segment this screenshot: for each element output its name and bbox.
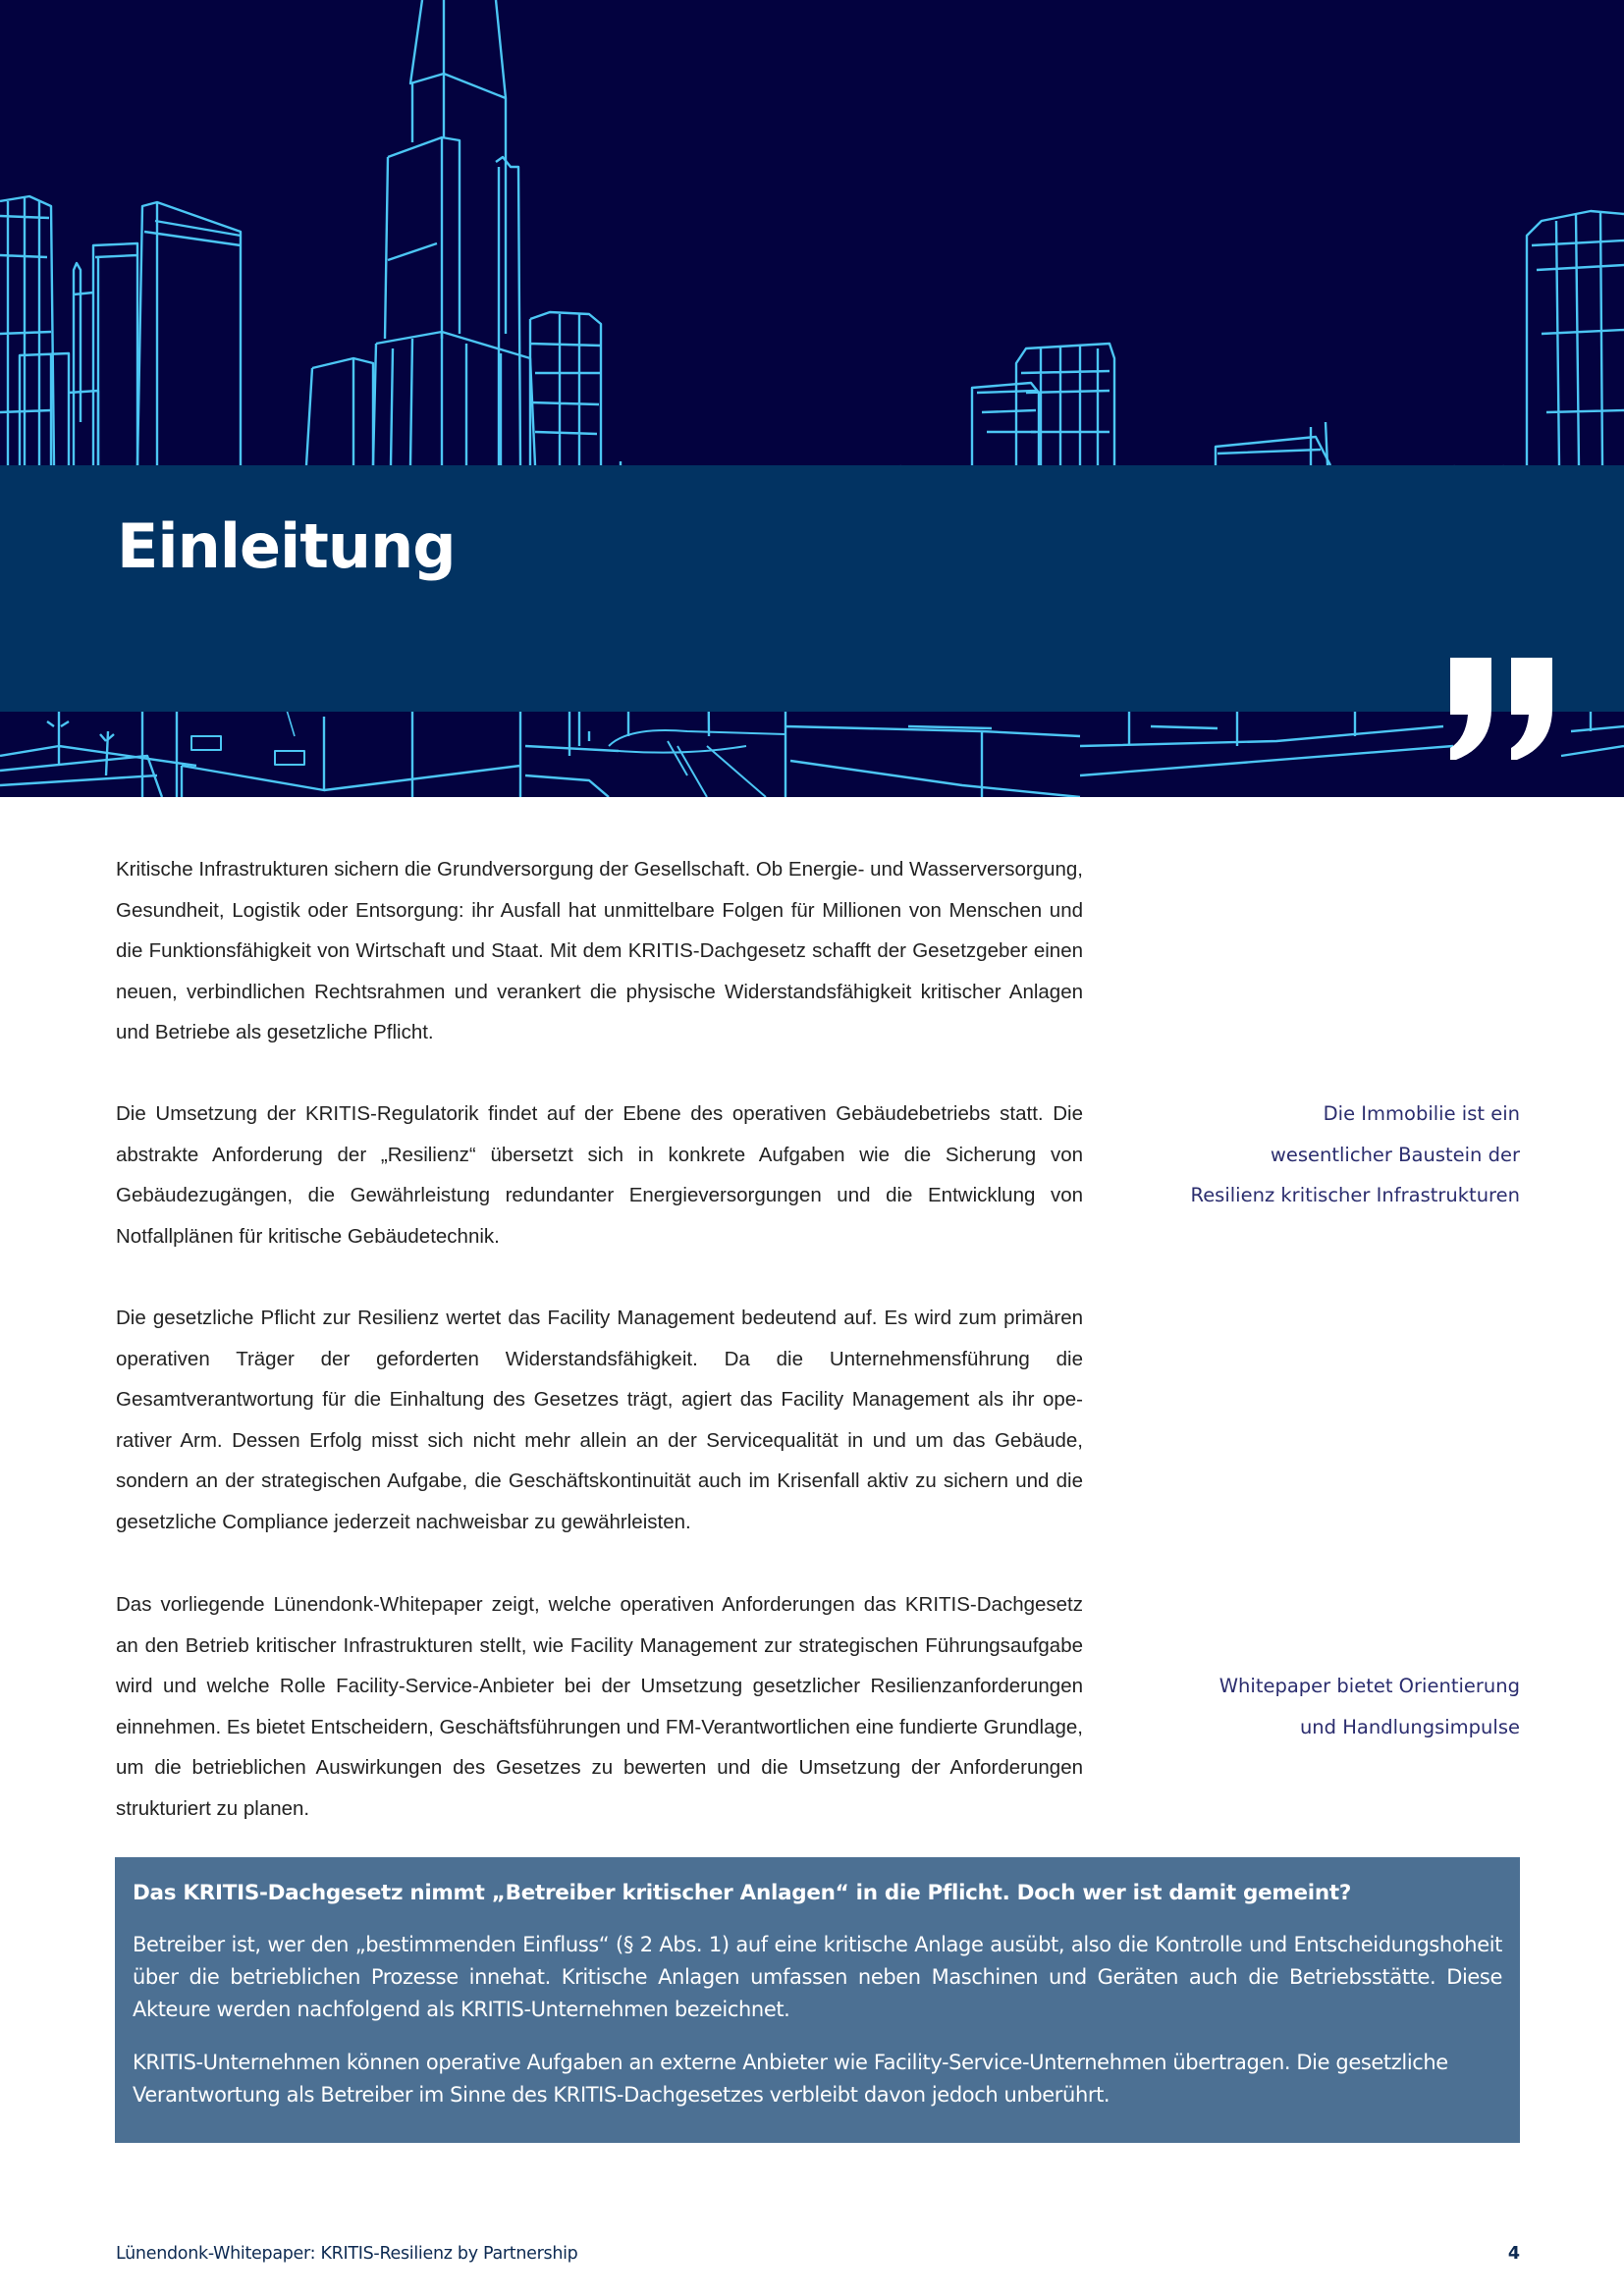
page-number: 4: [1507, 2244, 1520, 2264]
skyline-building: [0, 196, 54, 465]
skyline-building: [530, 312, 601, 465]
pull-quote-line: wesentlicher Baustein der: [1270, 1143, 1520, 1166]
pull-quote-line: Whitepaper bietet Orientierung: [1218, 1675, 1520, 1697]
pull-quote-line: und Handlungsimpulse: [1299, 1715, 1520, 1738]
pull-quote-line: Die Immobilie ist ein: [1323, 1102, 1520, 1125]
body-paragraph: [116, 1298, 1083, 1543]
skyline-building: [20, 353, 98, 465]
pull-quote-whitepaper: [1108, 1666, 1520, 1747]
closing-quote-icon: [1450, 658, 1558, 760]
street-level-illustration: [0, 712, 1624, 797]
pull-quote-line: Resilienz kritischer Infrastrukturen: [1190, 1184, 1520, 1207]
intro-paragraph-4: Das vorliegende Lünendonk-Whitepaper zeigt, welche operativen Anforderungen das KRITIS-Dachgesetz an den Betrieb kritischer Infrastrukturen stellt, wie Facility Management zur strategischen Führungsaufgabe wird und welche Rolle Facility-Service-Anbieter bei der Umsetzung gesetzlicher Resilienzanforderungen einnehmen. Es bietet Entscheidern, Geschäftsführungen und FM-Verantwortlichen eine fundierte Grundlage, um die betrieblichen Auswirkungen des Gesetzes zu bewerten und die Umsetzung der Anforderungen strukturiert zu planen.: [116, 1593, 1083, 1820]
intro-paragraph-1: Kritische Infrastrukturen sichern die Grundversorgung der Gesellschaft. Ob Energie- und Wasserversorgung, Gesundheit, Logistik oder Entsorgung: ihr Ausfall hat unmittelbare Folgen für Millionen von Menschen und die Funktionsfähigkeit von Wirtschaft und Staat. Mit dem KRITIS-Dachgesetz schafft der Gesetzgeber einen neuen, verbindlichen Rechtsrahmen und verankert die physische Widerstandsfähigkeit kritischer Anlagen und Betriebe als gesetzliche Pflicht.: [116, 858, 1083, 1044]
skyline-spire-tower: [306, 0, 535, 545]
callout-paragraph: KRITIS-Unternehmen können operative Aufgaben an externe Anbieter wie Facility-Service-Unternehmen übertragen. Die gesetzliche Verantwortung als Betreiber im Sinne des KRITIS-Dachgesetzes verbleibt davon jedoch unberührt.: [133, 2051, 1448, 2107]
callout-paragraph: Betreiber ist, wer den „bestimmenden Einfluss“ (§ 2 Abs. 1) auf eine kritische Anlage ausübt, also die Kontrolle und Entscheidungshoheit über die betrieblichen Prozesse innehat. Kritische Anlagen umfassen neben Maschinen und Geräten auch die Betriebsstätte. Diese Akteure werden nachfolgend als KRITIS-Unternehmen bezeichnet.: [133, 1933, 1502, 2021]
intro-paragraph-3: Die gesetzliche Pflicht zur Resilienz wertet das Facility Management bedeutend auf. Es wird zum primären operativen Träger der geforderten Widerstandsfähigkeit. Da die Unternehmensführung die Gesamtverantwortung für die Einhaltung des Gesetzes trägt, agiert das Facility Management als ihr operativer Arm. Dessen Erfolg misst sich nicht mehr allein an der Servicequalität in und um das Gebäude, sondern an der strategischen Aufgabe, die Geschäftskontinuität auch im Krisenfall aktiv zu sichern und die gesetzliche Compliance jederzeit nachweisbar zu gewährleisten.: [116, 1307, 1083, 1533]
body-paragraph: [116, 849, 1083, 1053]
header-banner: [0, 0, 1624, 797]
footer-document-title: Lünendonk-Whitepaper: KRITIS-Resilienz by Partnership: [116, 2244, 578, 2264]
page-title: Einleitung: [117, 510, 456, 582]
page-footer: [116, 2244, 1520, 2268]
body-paragraph: [116, 1584, 1083, 1830]
title-band: [0, 465, 1624, 712]
info-callout-box: [115, 1857, 1520, 2143]
callout-heading: Das KRITIS-Dachgesetz nimmt „Betreiber kritischer Anlagen“ in die Pflicht. Doch wer ist damit gemeint?: [133, 1881, 1351, 1905]
skyline-round-tower: [1527, 211, 1624, 465]
body-paragraph: [116, 1094, 1083, 1256]
skyline-building: [74, 243, 137, 465]
pull-quote-immobilie: [1108, 1094, 1520, 1216]
intro-paragraph-2: Die Umsetzung der KRITIS-Regulatorik findet auf der Ebene des operativen Gebäudebetriebs statt. Die abstrakte Anforderung der „Resilienz“ übersetzt sich in konkrete Aufgaben wie die Sicherung von Gebäudezugängen, die Gewährleistung redundanter Energieversorgungen und die Entwicklung von Notfallplänen für kritische Gebäudetechnik.: [116, 1102, 1083, 1248]
